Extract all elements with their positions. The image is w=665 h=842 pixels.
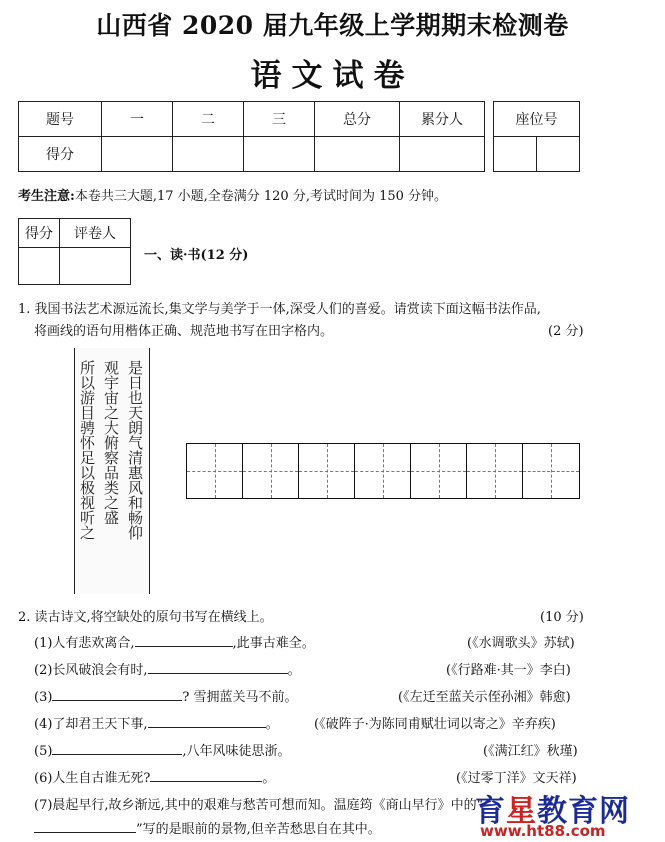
section-1-title: 一、读·书(12 分) <box>144 248 249 263</box>
poem-source-1: (《水调歌头》苏轼) <box>467 636 575 651</box>
score-row-label: 得分 <box>19 137 102 172</box>
score-table-score-row <box>19 137 485 172</box>
poem-prefix: (2)长风破浪会有时, <box>34 663 148 678</box>
answer-blank[interactable] <box>52 686 182 701</box>
poem-item-3 <box>34 686 298 705</box>
seat-label: 座位号 <box>494 102 580 137</box>
calligraphy-image <box>74 348 150 594</box>
poem-source-3: (《左迁至蓝关示侄孙湘》韩愈) <box>398 690 571 705</box>
calligraphy-column: 所以游目骋怀足以极视听之 <box>78 360 96 540</box>
notice-text: 本卷共三大题,17 小题,全卷满分 120 分,考试时间为 150 分钟。 <box>74 189 448 204</box>
tianzige-cell[interactable] <box>187 444 243 498</box>
seat-blank[interactable] <box>537 137 580 172</box>
tianzige-cell[interactable] <box>467 444 523 498</box>
score-blank[interactable] <box>400 137 485 172</box>
q2-title: 2. 读古诗文,将空缺处的原句书写在横线上。 <box>18 610 273 625</box>
q2-points: (10 分) <box>540 610 584 625</box>
score-cell-label: 题号 <box>19 102 102 137</box>
poem-suffix: ? 雪拥蓝关马不前。 <box>182 690 298 705</box>
subject-title: 语文试卷 <box>250 58 415 94</box>
answer-blank[interactable] <box>52 740 182 755</box>
poem-source-5: (《满江红》秋瑾) <box>483 744 578 759</box>
answer-blank[interactable] <box>148 713 266 728</box>
score-blank[interactable] <box>244 137 315 172</box>
grader-name-blank[interactable] <box>60 248 131 285</box>
poem-prefix: (3) <box>34 690 53 705</box>
score-blank[interactable] <box>102 137 173 172</box>
poem-prefix: (4)了却君王天下事, <box>34 717 148 732</box>
poem-suffix: ”写的是眼前的景物,但辛苦愁思自在其中。 <box>136 822 381 837</box>
tianzige-cell[interactable] <box>523 444 579 498</box>
answer-blank[interactable] <box>135 632 233 647</box>
poem-item-5 <box>34 740 291 759</box>
score-table <box>18 101 485 172</box>
poem-prefix: (6)人生自古谁无死? <box>34 771 151 786</box>
poem-item-7-line2 <box>34 818 381 837</box>
poem-suffix: 。 <box>287 663 301 678</box>
poem-suffix: 。 <box>262 771 276 786</box>
tianzige-cell[interactable] <box>411 444 467 498</box>
grader-score-blank[interactable] <box>19 248 60 285</box>
watermark-text: 星 <box>506 794 537 829</box>
score-blank[interactable] <box>173 137 244 172</box>
tianzige-cell[interactable] <box>243 444 299 498</box>
poem-item-6 <box>34 767 275 786</box>
poem-suffix: 。 <box>265 717 279 732</box>
calligraphy-column: 观宇宙之大俯察品类之盛 <box>102 360 120 525</box>
exam-title: 山西省 2020 届九年级上学期期末检测卷 <box>96 11 569 40</box>
answer-blank[interactable] <box>150 767 262 782</box>
poem-source-6: (《过零丁洋》文天祥) <box>456 771 577 786</box>
poem-item-1 <box>34 632 315 651</box>
tianzige-cell[interactable] <box>299 444 355 498</box>
score-cell-part3: 三 <box>244 102 315 137</box>
poem-suffix: ,八年风味徒思浙。 <box>182 744 291 759</box>
score-cell-total: 总分 <box>315 102 400 137</box>
poem-source-4: (《破阵子·为陈同甫赋壮词以寄之》辛弃疾) <box>314 717 556 732</box>
seat-table <box>493 101 580 172</box>
score-cell-tallier: 累分人 <box>400 102 485 137</box>
score-table-header-row <box>19 102 485 137</box>
q1-points: (2 分) <box>548 324 584 339</box>
seat-blank[interactable] <box>494 137 537 172</box>
grader-score-label: 得分 <box>19 219 60 248</box>
poem-item-2 <box>34 659 301 678</box>
watermark-text: 教育网 <box>537 794 630 829</box>
notice-label: 考生注意: <box>18 189 75 204</box>
watermark-url: www.ht88.com <box>480 822 606 840</box>
tianzige-cell[interactable] <box>355 444 411 498</box>
calligraphy-column: 是日也天朗气清惠风和畅仰 <box>126 360 144 540</box>
poem-prefix: (5) <box>34 744 53 759</box>
score-blank[interactable] <box>315 137 400 172</box>
grader-name-label: 评卷人 <box>60 219 131 248</box>
score-cell-part2: 二 <box>173 102 244 137</box>
grader-table <box>18 218 131 285</box>
poem-prefix: (1)人有悲欢离合, <box>34 636 135 651</box>
answer-blank[interactable] <box>148 659 288 674</box>
poem-suffix: ,此事古难全。 <box>232 636 315 651</box>
poem-source-2: (《行路难·其一》李白) <box>446 663 571 678</box>
q1-line2: 将画线的语句用楷体正确、规范地书写在田字格内。 <box>34 324 334 339</box>
score-cell-part1: 一 <box>102 102 173 137</box>
answer-blank[interactable] <box>34 818 136 833</box>
exam-notice <box>18 185 447 204</box>
watermark-text: 育 <box>475 794 506 829</box>
q1-line1: 1. 我国书法艺术源远流长,集文学与美学于一体,深受人们的喜爱。请赏读下面这幅书法作品, <box>18 302 541 317</box>
poem-item-4 <box>34 713 279 732</box>
poem-item-7: (7)晨起早行,故乡渐远,其中的艰难与愁苦可想而知。温庭筠《商山早行》中的“ <box>34 798 484 813</box>
tianzige-grid <box>186 443 580 499</box>
